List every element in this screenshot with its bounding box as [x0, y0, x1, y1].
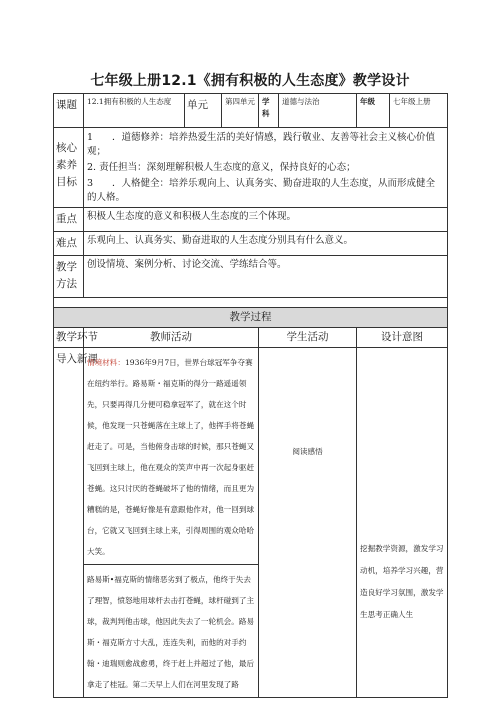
story-part-two: [84, 565, 258, 697]
key-point-value: 积极人生态度的意义和积极人生态度的三个体现。: [84, 208, 448, 232]
header-teacher: 教师活动: [84, 328, 259, 348]
student-activity-cell: 阅读感悟: [259, 348, 357, 698]
story-text-one: 1936年9月7日，世界台球冠军争夺赛在纽约举行。路易斯・福克斯的得分一路遥遥领先，只要再得几分便可稳拿冠军了，就在这个时候，他发现一只苍蝇落在主球上了，他挥手将苍蝇赶走了。可是，当他俯身击球的时候，那只苍蝇又飞回到主球上，他在观众的笑声中再一次起身驱赶苍蝇。这只讨厌的苍蝇破坏了他的情绪，而且更为糟糕的是，苍蝇好像是有意跟他作对，他一回到球台，它就又飞回到主球上来，引得周围的观众哈哈大笑。: [87, 358, 255, 556]
key-point-row: [54, 208, 448, 232]
methods-value: 创设情境、案例分析、讨论交流、学练结合等。: [84, 256, 448, 298]
teacher-activity-cell: [84, 348, 259, 698]
story-part-one: [84, 348, 258, 565]
header-intent: 设计意图: [357, 328, 448, 348]
lesson-plan-table: [53, 93, 448, 698]
literacy-item: 2. 责任担当：深刻理解积极人生态度的意义，保持良好的心态；: [87, 162, 356, 173]
literacy-item: 1 ．道德修养：培养热爱生活的美好情感，践行敬业、友善等社会主义核心价值观；: [87, 132, 436, 157]
topic-label: 课题: [54, 94, 84, 128]
methods-label: 教学方法: [54, 256, 84, 298]
subject-label: 学科: [259, 94, 279, 128]
process-title-row: [54, 308, 448, 328]
story-text-two: 路易斯•福克斯的情绪恶劣到了极点，他终于失去了理智，愤怒地用球杆去击打苍蝇，球杆碰到了主球，裁判判他击球，他因此失去了一轮机会。路易斯・福克斯方寸大乱，连连失利，而他的对手约翰・迪瑞则愈战愈勇，终于赶上并超过了他，最后拿走了桂冠。第二天早上人们在河里发现了路: [87, 575, 255, 689]
document-title: 七年级上册12.1《拥有积极的人生态度》教学设计: [90, 73, 410, 89]
literacy-label: 核心素养目标: [54, 128, 84, 208]
blank-cell: [54, 298, 448, 308]
topic-value: 12.1拥有积极的人生态度: [84, 94, 185, 128]
material-label: 情境材料：: [87, 358, 125, 367]
process-header-row: [54, 328, 448, 348]
stage-cell: 导入新课: [54, 348, 84, 698]
grade-label: 年级: [357, 94, 390, 128]
intro-row: [54, 348, 448, 698]
methods-row: [54, 256, 448, 298]
process-section-title: 教学过程: [54, 308, 448, 328]
design-intent-cell: 挖掘教学资源，激发学习动机，培养学习兴趣，营造良好学习氛围，激发学生思考正确人生: [357, 348, 448, 698]
difficulty-label: 难点: [54, 232, 84, 256]
subject-value: 道德与法治: [279, 94, 357, 128]
key-point-label: 重点: [54, 208, 84, 232]
grade-value: 七年级上册: [390, 94, 448, 128]
literacy-row: [54, 128, 448, 208]
info-row: [54, 94, 448, 128]
unit-label: 单元: [185, 94, 222, 128]
header-stage: 教学环节: [54, 328, 84, 348]
literacy-content: [84, 128, 448, 208]
difficulty-row: [54, 232, 448, 256]
unit-value: 第四单元: [222, 94, 259, 128]
blank-row: [54, 298, 448, 308]
header-student: 学生活动: [259, 328, 357, 348]
literacy-item: 3 ．人格健全：培养乐观向上、认真务实、勤奋进取的人生态度，从而形成健全的人格。: [87, 178, 436, 203]
difficulty-value: 乐观向上、认真务实、勤奋进取的人生态度分别具有什么意义。: [84, 232, 448, 256]
